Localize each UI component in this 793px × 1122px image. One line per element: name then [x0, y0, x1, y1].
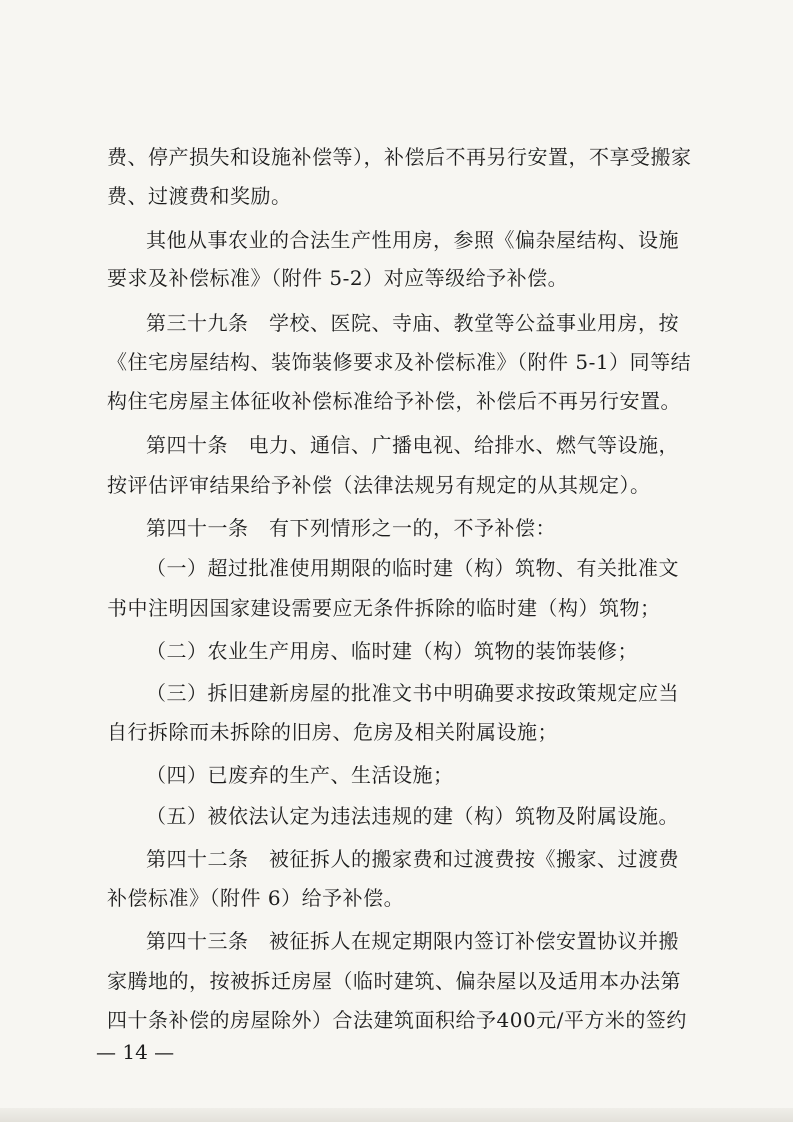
text-line: 第四十三条 被征拆人在规定期限内签订补偿安置协议并搬	[146, 929, 679, 953]
text-line: 费、过渡费和奖励。	[107, 184, 292, 208]
text-line: 《住宅房屋结构、装饰装修要求及补偿标准》（附件 5-1）同等结	[107, 350, 692, 374]
text-line: 书中注明因国家建设需要应无条件拆除的临时建（构）筑物；	[107, 596, 661, 620]
text-line: 第四十一条 有下列情形之一的，不予补偿：	[146, 516, 556, 540]
text-line: 四十条补偿的房屋除外）合法建筑面积给予400元/平方米的签约	[107, 1008, 687, 1032]
text-line: 补偿标准》（附件 6）给予补偿。	[107, 886, 405, 910]
text-line: （三）拆旧建新房屋的批准文书中明确要求按政策规定应当	[146, 681, 679, 705]
text-line: 家腾地的，按被拆迁房屋（临时建筑、偏杂屋以及适用本办法第	[107, 969, 681, 993]
text-line: 其他从事农业的合法生产性用房，参照《偏杂屋结构、设施	[146, 228, 679, 252]
page-number: — 14 —	[96, 1040, 175, 1064]
text-line: （四）已废弃的生产、生活设施；	[146, 763, 454, 787]
text-line: 费、停产损失和设施补偿等），补偿后不再另行安置，不享受搬家	[107, 145, 692, 169]
text-line: 要求及补偿标准》（附件 5-2）对应等级给予补偿。	[107, 266, 569, 290]
text-line: 自行拆除而未拆除的旧房、危房及相关附属设施；	[107, 720, 558, 744]
text-line: 第四十条 电力、通信、广播电视、给排水、燃气等设施，	[146, 433, 679, 457]
text-line: 第三十九条 学校、医院、寺庙、教堂等公益事业用房，按	[146, 311, 679, 335]
page-bottom-edge	[0, 1108, 793, 1122]
text-line: （五）被依法认定为违法违规的建（构）筑物及附属设施。	[146, 804, 679, 828]
text-line: （一）超过批准使用期限的临时建（构）筑物、有关批准文	[146, 556, 679, 580]
text-line: 按评估评审结果给予补偿（法律法规另有规定的从其规定）。	[107, 473, 651, 497]
text-line: （二）农业生产用房、临时建（构）筑物的装饰装修；	[146, 639, 638, 663]
text-line: 构住宅房屋主体征收补偿标准给予补偿，补偿后不再另行安置。	[107, 389, 681, 413]
text-line: 第四十二条 被征拆人的搬家费和过渡费按《搬家、过渡费	[146, 847, 679, 871]
